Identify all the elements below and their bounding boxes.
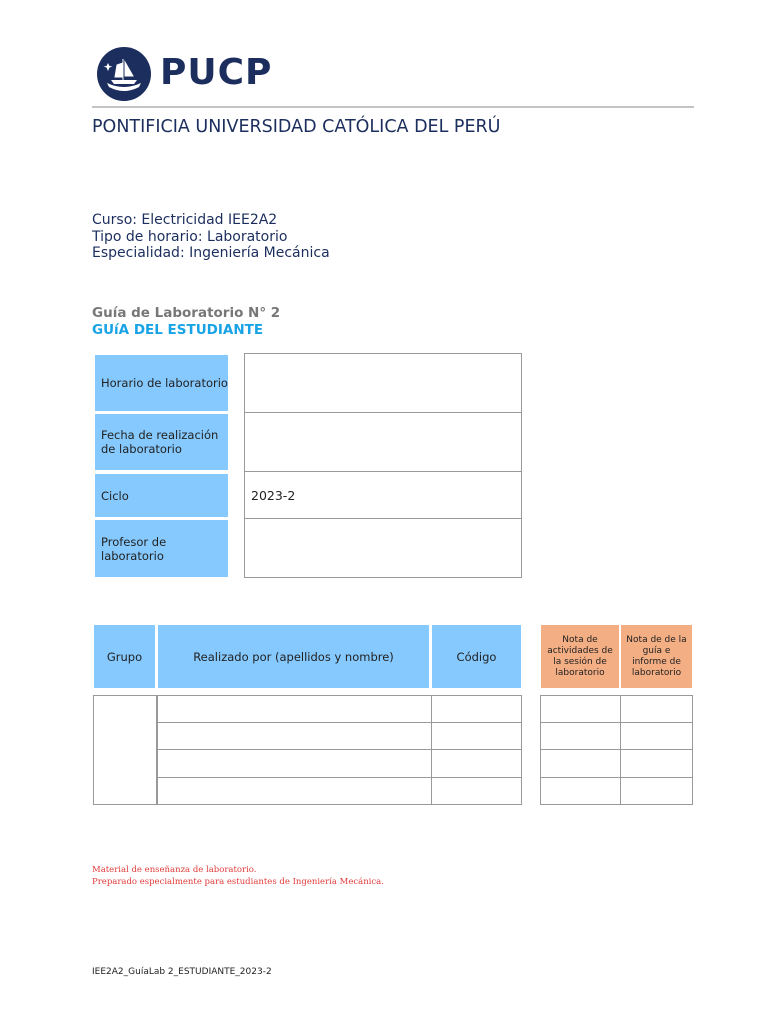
note-line: Preparado especialmente para estudiantes de Ingeniería Mecánica. (92, 877, 384, 887)
report-grade-cell[interactable] (620, 749, 693, 778)
name-cell[interactable] (157, 777, 432, 805)
code-cell[interactable] (431, 749, 522, 778)
activity-grade-header: Nota de actividades de la sesión de laboratorio (541, 625, 619, 688)
guide-title: Guía de Laboratorio N° 2 (92, 305, 281, 321)
report-grade-cell[interactable] (620, 777, 693, 805)
header-divider (92, 106, 694, 108)
schedule-field[interactable] (244, 353, 522, 413)
document-filename: IEE2A2_GuíaLab 2_ESTUDIANTE_2023-2 (92, 967, 272, 977)
name-cell[interactable] (157, 749, 432, 778)
activity-grade-cell[interactable] (540, 722, 621, 750)
university-name: PONTIFICIA UNIVERSIDAD CATÓLICA DEL PERÚ (92, 117, 501, 137)
course-info (92, 212, 330, 262)
note-line: Material de enseñanza de laboratorio. (92, 865, 257, 875)
report-grade-cell[interactable] (620, 695, 693, 723)
specialty-line: Especialidad: Ingeniería Mecánica (92, 245, 330, 261)
date-field[interactable] (244, 412, 522, 472)
teacher-label: Profesor de laboratorio (95, 520, 228, 577)
schedule-type-line: Tipo de horario: Laboratorio (92, 228, 288, 245)
course-line: Curso: Electricidad IEE2A2 (92, 212, 278, 228)
name-cell[interactable] (157, 695, 432, 723)
group-column-header: Grupo (94, 625, 155, 688)
activity-grade-cell[interactable] (540, 695, 621, 723)
activity-grade-cell[interactable] (540, 749, 621, 778)
code-cell[interactable] (431, 695, 522, 723)
date-label: Fecha de realización de laboratorio (95, 414, 228, 470)
activity-grade-cell[interactable] (540, 777, 621, 805)
guide-subtitle: GUíA DEL ESTUDIANTE (92, 322, 264, 338)
name-cell[interactable] (157, 722, 432, 750)
report-grade-header: Nota de de la guía e informe de laboratorio (621, 625, 692, 688)
cycle-label: Ciclo (95, 474, 228, 517)
name-column-header: Realizado por (apellidos y nombre) (158, 625, 429, 688)
code-column-header: Código (432, 625, 521, 688)
code-cell[interactable] (431, 722, 522, 750)
report-grade-cell[interactable] (620, 722, 693, 750)
group-cell[interactable] (93, 695, 157, 805)
code-cell[interactable] (431, 777, 522, 805)
material-note (92, 864, 384, 888)
pucp-logo-icon (97, 47, 151, 101)
cycle-field[interactable]: 2023-2 (244, 471, 522, 519)
teacher-field[interactable] (244, 518, 522, 578)
schedule-label: Horario de laboratorio (95, 355, 228, 411)
brand-name: PUCP (160, 52, 273, 93)
